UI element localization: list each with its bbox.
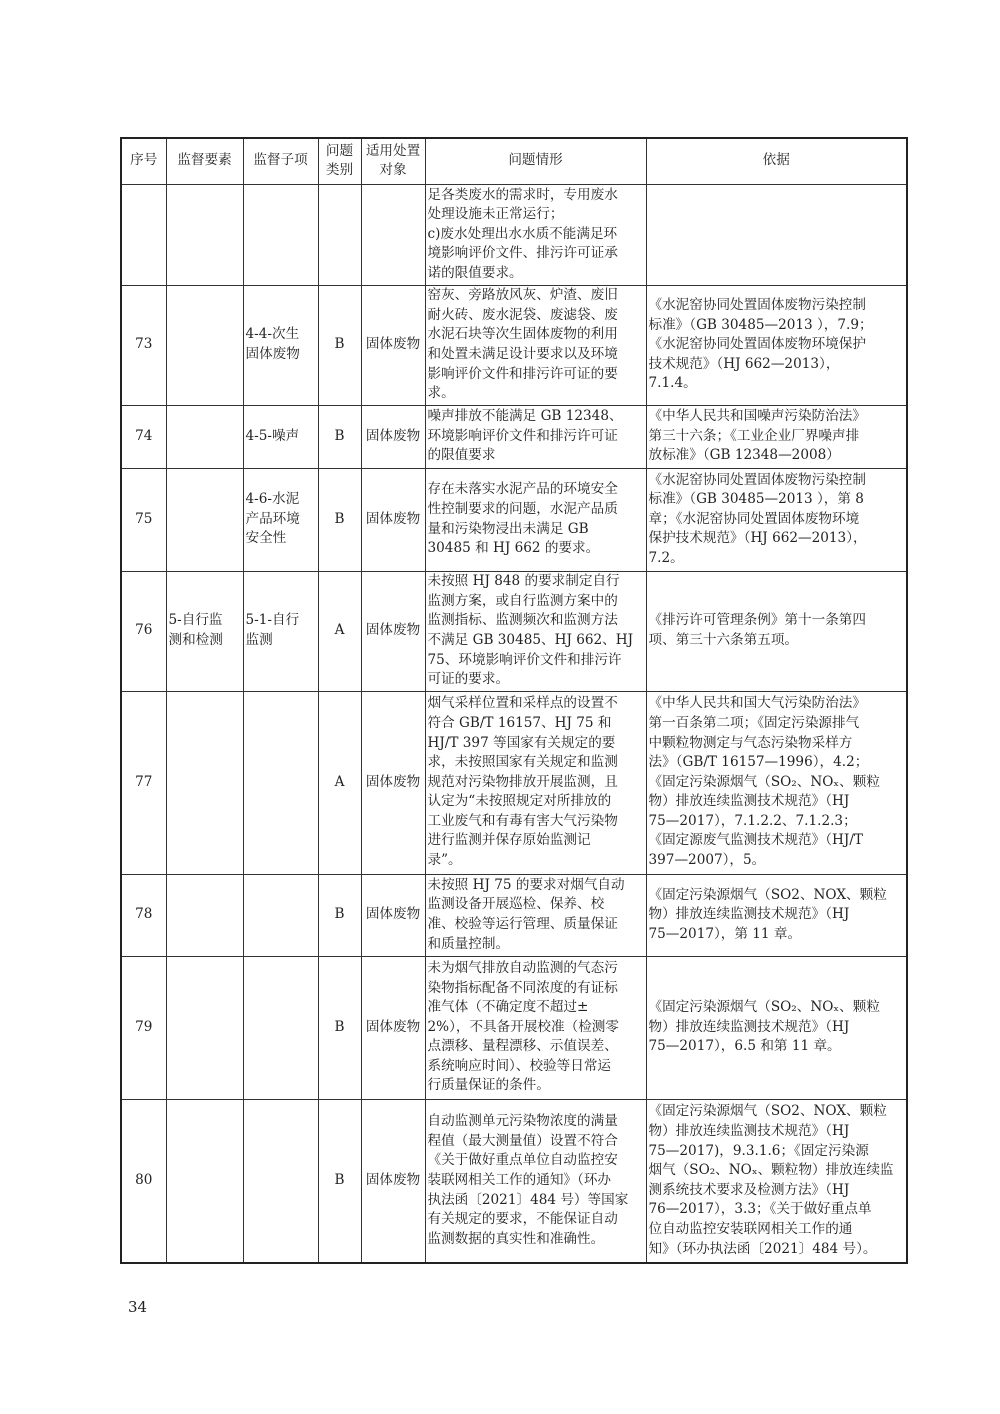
table-row [121,874,907,956]
cell-target [361,184,425,285]
cell-no: 76 [121,571,166,691]
table-row [121,285,907,405]
cell-issue: 自动监测单元污染物浓度的满量 程值（最大测量值）设置不符合 《关于做好重点单位自动监控安 装联网相关工作的通知》（环办 执法函〔2021〕484 号）等国家 有关规定的要求，不能保证自动 监测数据的真实性和准确性。 [425,1099,646,1263]
cell-issue: 存在未落实水泥产品的环境安全 性控制要求的问题，水泥产品质 量和污染物浸出未满足 GB 30485 和 HJ 662 的要求。 [425,468,646,571]
cell-basis [646,184,907,285]
cell-issue: 烟气采样位置和采样点的设置不 符合 GB/T 16157、HJ 75 和 HJ/T 397 等国家有关规定的要 求，未按照国家有关规定和监测 规范对污染物排放开展监测，且 认定为“未按照规定对所排放的 工业废气和有毒有害大气污染物 进行监测并保存原始监测记 录”。 [425,691,646,874]
cell-target: 固体废物 [361,285,425,405]
cell-issue: 窑灰、旁路放风灰、炉渣、废旧 耐火砖、废水泥袋、废滤袋、废 水泥石块等次生固体废物的利用 和处置未满足设计要求以及环境 影响评价文件和排污许可证的要 求。 [425,285,646,405]
cell-sub: 4-5-噪声 [243,405,318,468]
cell-cat: B [318,956,361,1099]
header-target: 适用处置 对象 [361,138,425,184]
table-row [121,571,907,691]
cell-basis: 《水泥窑协同处置固体废物污染控制 标准》（GB 30485—2013 ），7.9； 《水泥窑协同处置固体废物环境保护 技术规范》（HJ 662—2013）， 7.1.4。 [646,285,907,405]
cell-cat: B [318,285,361,405]
cell-no: 78 [121,874,166,956]
cell-issue: 未为烟气排放自动监测的气态污 染物指标配备不同浓度的有证标 准气体（不确定度不超过± 2%），不具备开展校准（检测零 点漂移、量程漂移、示值误差、 系统响应时间）、校验等日常运 行质量保证的条件。 [425,956,646,1099]
cell-cat: B [318,874,361,956]
cell-issue: 未按照 HJ 75 的要求对烟气自动 监测设备开展巡检、保养、校 准、校验等运行管理、质量保证 和质量控制。 [425,874,646,956]
cell-target: 固体废物 [361,691,425,874]
cell-cat: B [318,468,361,571]
cell-target: 固体废物 [361,874,425,956]
header-category: 问题 类别 [318,138,361,184]
cell-sub: 5-1-自行 监测 [243,571,318,691]
cell-cat: A [318,571,361,691]
cell-element [166,691,243,874]
cell-target: 固体废物 [361,1099,425,1263]
cell-no: 77 [121,691,166,874]
cell-issue: 未按照 HJ 848 的要求制定自行 监测方案，或自行监测方案中的 监测指标、监测频次和监测方法 不满足 GB 30485、HJ 662、HJ 75、环境影响评价文件和排污许 可证的要求。 [425,571,646,691]
table-row [121,184,907,285]
cell-no [121,184,166,285]
header-basis: 依据 [646,138,907,184]
cell-sub [243,956,318,1099]
cell-no: 74 [121,405,166,468]
cell-basis: 《固定污染源烟气（SO2、NOX、颗粒 物）排放连续监测技术规范》（HJ 75—2017），第 11 章。 [646,874,907,956]
cell-no: 79 [121,956,166,1099]
cell-basis: 《排污许可管理条例》第十一条第四 项、第三十六条第五项。 [646,571,907,691]
table-row [121,468,907,571]
cell-target: 固体废物 [361,405,425,468]
cell-cat: B [318,1099,361,1263]
header-sub: 监督子项 [243,138,318,184]
cell-sub [243,874,318,956]
cell-sub: 4-4-次生 固体废物 [243,285,318,405]
table-row [121,956,907,1099]
table-row [121,1099,907,1263]
cell-basis: 《中华人民共和国噪声污染防治法》 第三十六条；《工业企业厂界噪声排 放标准》（GB 12348—2008） [646,405,907,468]
cell-no: 80 [121,1099,166,1263]
cell-sub [243,184,318,285]
cell-basis: 《水泥窑协同处置固体废物污染控制 标准》（GB 30485—2013 ），第 8 章；《水泥窑协同处置固体废物环境 保护技术规范》（HJ 662—2013）， 7.2。 [646,468,907,571]
cell-element [166,1099,243,1263]
cell-cat: A [318,691,361,874]
supervision-table [120,137,908,1264]
cell-sub [243,691,318,874]
header-element: 监督要素 [166,138,243,184]
table-row [121,405,907,468]
cell-element [166,956,243,1099]
cell-no: 75 [121,468,166,571]
cell-cat: B [318,405,361,468]
cell-element [166,184,243,285]
header-issue: 问题情形 [425,138,646,184]
cell-target: 固体废物 [361,571,425,691]
cell-element [166,468,243,571]
cell-target: 固体废物 [361,956,425,1099]
cell-element [166,285,243,405]
table-header [121,138,907,184]
cell-no: 73 [121,285,166,405]
cell-element: 5-自行监 测和检测 [166,571,243,691]
cell-target: 固体废物 [361,468,425,571]
cell-sub [243,1099,318,1263]
cell-issue: 足各类废水的需求时，专用废水 处理设施未正常运行； c)废水处理出水水质不能满足环 境影响评价文件、排污许可证承 诺的限值要求。 [425,184,646,285]
cell-sub: 4-6-水泥 产品环境 安全性 [243,468,318,571]
cell-basis: 《固定污染源烟气（SO2、NOX、颗粒 物）排放连续监测技术规范》（HJ 75—2017)，9.3.1.6；《固定污染源 烟气（SO₂、NOₓ、颗粒物）排放连续监 测系统技术要求及检测方法》（HJ 76—2017），3.3；《关于做好重点单 位自动监控安装联网相关工作的通 知》（环办执法函〔2021〕484 号）。 [646,1099,907,1263]
header-no: 序号 [121,138,166,184]
cell-basis: 《中华人民共和国大气污染防治法》 第一百条第二项；《固定污染源排气 中颗粒物测定与气态污染物采样方 法》（GB/T 16157—1996），4.2； 《固定污染源烟气（SO₂、NOₓ、颗粒 物）排放连续监测技术规范》（HJ 75—2017），7.1.2.2、7.1.2.3； 《固定源废气监测技术规范》（HJ/T 397—2007），5。 [646,691,907,874]
page-number: 34 [128,1298,148,1316]
cell-element [166,405,243,468]
cell-basis: 《固定污染源烟气（SO₂、NOₓ、颗粒 物）排放连续监测技术规范》（HJ 75—2017），6.5 和第 11 章。 [646,956,907,1099]
cell-element [166,874,243,956]
cell-cat [318,184,361,285]
cell-issue: 噪声排放不能满足 GB 12348、 环境影响评价文件和排污许可证 的限值要求 [425,405,646,468]
table-row [121,691,907,874]
